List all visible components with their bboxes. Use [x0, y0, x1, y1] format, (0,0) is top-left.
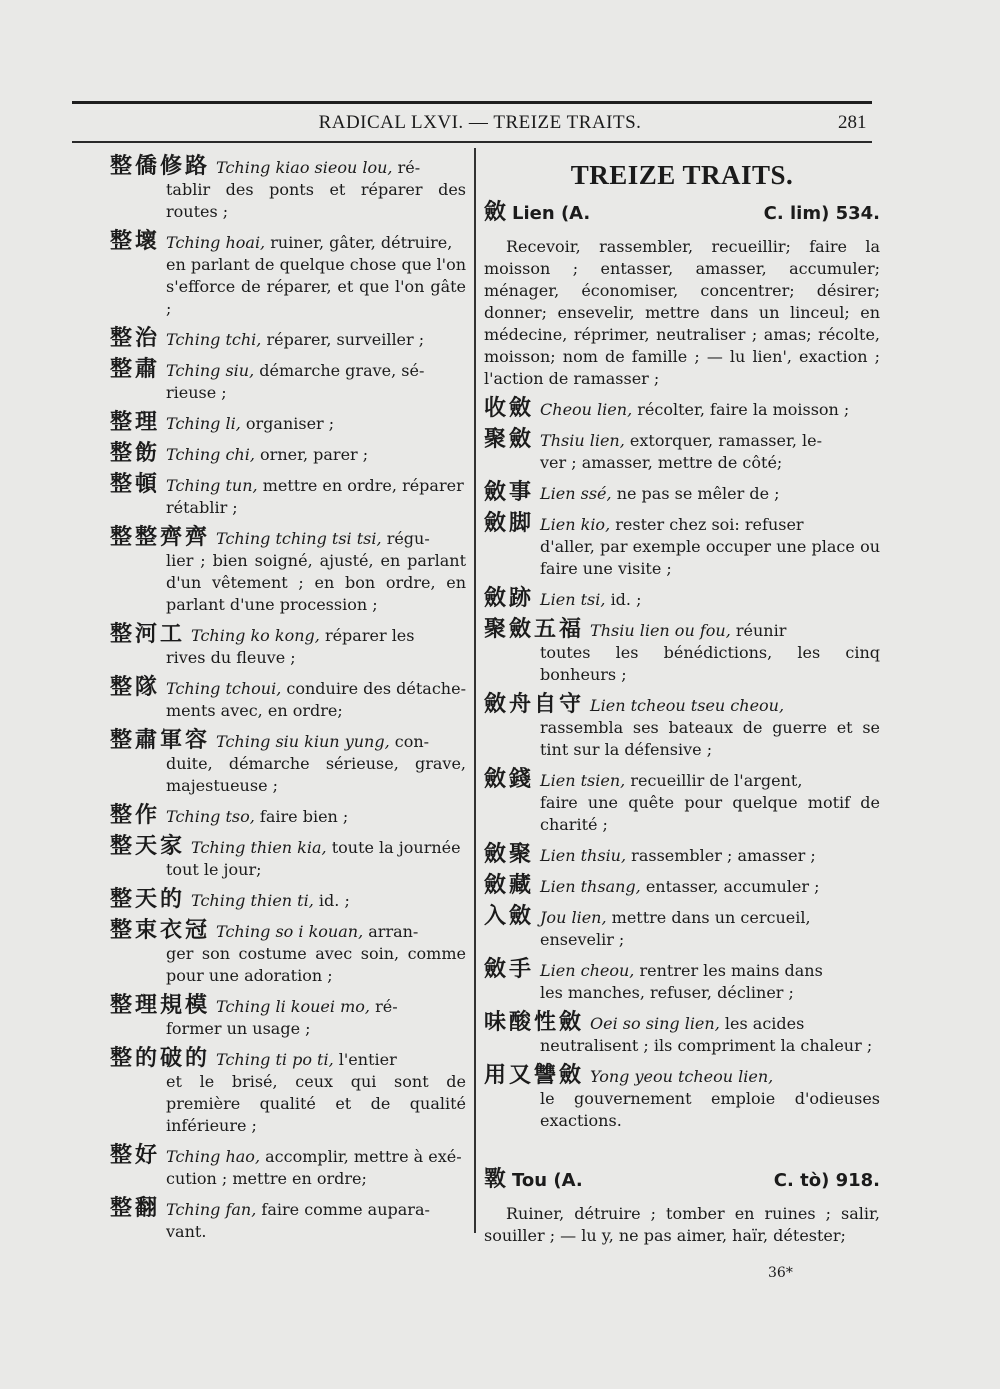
entry-gloss: accomplir, mettre à exé- — [265, 1147, 462, 1166]
dictionary-entry — [110, 527, 466, 616]
dictionary-entry — [110, 889, 466, 912]
entry-chinese: 用又讐斂 — [484, 1063, 585, 1088]
entry-continuation: tablir des ponts et réparer des routes ; — [166, 180, 466, 221]
entry-romanization: Tching li kouei mo, — [216, 997, 370, 1016]
dictionary-entry — [110, 231, 466, 320]
entry-continuation: vant. — [166, 1222, 207, 1241]
entry-romanization: Tching kiao sieou lou, — [216, 158, 393, 177]
entry-gloss: mettre dans un cercueil, — [611, 908, 811, 927]
entry-chinese: 整肅軍容 — [110, 728, 211, 753]
entry-gloss: con- — [394, 732, 430, 751]
entry-chinese: 整治 — [110, 326, 161, 351]
dictionary-entry — [110, 1198, 466, 1243]
header-rule-bottom — [72, 141, 872, 143]
entry-chinese: 斂事 — [484, 480, 535, 505]
entry-chinese: 斂手 — [484, 957, 535, 982]
entry-chinese: 整壞 — [110, 229, 161, 254]
entry-romanization: Tching tching tsi tsi, — [216, 529, 382, 548]
entry-romanization: Lien tsien, — [540, 771, 626, 790]
entry-continuation: et le brisé, ceux qui sont de première qualité et de qualité inférieure ; — [166, 1072, 466, 1135]
entry-chinese: 整理規模 — [110, 993, 211, 1018]
entry-gloss: ré- — [375, 997, 398, 1016]
entry-chinese: 斂藏 — [484, 873, 535, 898]
entry-gloss: orner, parer ; — [260, 445, 369, 464]
entry-gloss: mettre en ordre, réparer — [262, 476, 464, 495]
entry-continuation: former un usage ; — [166, 1019, 311, 1038]
entry-chinese: 整整齊齊 — [110, 525, 211, 550]
entry-chinese: 整好 — [110, 1143, 161, 1168]
entry-chinese: 整翻 — [110, 1196, 161, 1221]
dictionary-entry — [110, 730, 466, 797]
entry-romanization: Tching hao, — [166, 1147, 261, 1166]
entry-chinese: 整束衣冠 — [110, 918, 211, 943]
page-number: 281 — [838, 112, 867, 133]
entry-chinese: 收斂 — [484, 396, 535, 421]
entry-gloss: démarche grave, sé- — [259, 361, 425, 380]
dictionary-entry — [484, 875, 880, 898]
headword-tou — [484, 1162, 880, 1193]
section-title: TREIZE TRAITS. — [570, 160, 794, 190]
right-entries — [484, 398, 880, 1132]
entry-chinese: 整頓 — [110, 472, 161, 497]
entry-romanization: Tching ko kong, — [191, 626, 320, 645]
entry-romanization: Lien kio, — [540, 515, 611, 534]
entry-romanization: Thsiu lien, — [540, 431, 625, 450]
entry-romanization: Tching thien ti, — [191, 891, 314, 910]
dictionary-entry — [110, 995, 466, 1040]
entry-chinese: 整河工 — [110, 622, 186, 647]
entry-chinese: 斂聚 — [484, 842, 535, 867]
dictionary-entry — [110, 920, 466, 987]
dictionary-entry — [484, 482, 880, 505]
entry-romanization: Lien thsang, — [540, 877, 641, 896]
entry-romanization: Tching thien kia, — [191, 838, 327, 857]
entry-gloss: faire comme auparа- — [261, 1200, 430, 1219]
entry-chinese: 整隊 — [110, 675, 161, 700]
dictionary-entry — [484, 588, 880, 611]
entry-continuation: rives du fleuve ; — [166, 648, 296, 667]
dictionary-entry — [484, 429, 880, 474]
entry-romanization: Tching ti po ti, — [216, 1050, 334, 1069]
running-header: RADICAL LXVI. — TREIZE TRAITS. — [318, 112, 642, 133]
entry-romanization: Tching tso, — [166, 807, 255, 826]
entry-continuation: les manches, refuser, décliner ; — [540, 983, 794, 1002]
entry-gloss: arran- — [368, 922, 419, 941]
dictionary-entry — [484, 398, 880, 421]
entry-gloss: régu- — [386, 529, 430, 548]
entry-continuation: duite, démarche sérieuse, grave, majestueuse ; — [166, 754, 466, 795]
entry-romanization: Tching chi, — [166, 445, 255, 464]
entry-continuation: en parlant de quelque chose que l'on s'efforce de réparer, et que l'on gâte ; — [166, 255, 467, 318]
dictionary-entry — [484, 1012, 880, 1057]
entry-romanization: Tching li, — [166, 414, 241, 433]
entry-continuation: le gouvernement emploie d'odieuses exactions. — [540, 1089, 880, 1130]
entry-continuation: tout le jour; — [166, 860, 262, 879]
entry-continuation: ensevelir ; — [540, 930, 625, 949]
entry-romanization: Tching tun, — [166, 476, 258, 495]
entry-romanization: Tching siu, — [166, 361, 255, 380]
entry-chinese: 整的破的 — [110, 1046, 211, 1071]
entry-romanization: Lien cheou, — [540, 961, 635, 980]
entry-continuation: rassembla ses bateaux de guerre et se tint sur la défensive ; — [540, 718, 880, 759]
entry-romanization: Tching tchoui, — [166, 679, 282, 698]
entry-continuation: ments avec, en ordre; — [166, 701, 343, 720]
entry-gloss: organiser ; — [245, 414, 335, 433]
entry-continuation: rieuse ; — [166, 383, 227, 402]
dictionary-entry — [484, 906, 880, 951]
entry-chinese: 斂跡 — [484, 586, 535, 611]
dictionary-entry — [484, 513, 880, 580]
headword-name: Lien (A. — [512, 203, 591, 224]
dictionary-entry — [110, 1145, 466, 1190]
entry-continuation: d'aller, par exemple occuper une place ou faire une visite ; — [540, 537, 880, 578]
entry-continuation: faire une quête pour quelque motif de charité ; — [540, 793, 880, 834]
dictionary-entry — [484, 619, 880, 686]
dictionary-entry — [110, 836, 466, 881]
headword-definition: Ruiner, détruire ; tomber en ruines ; salir, souiller ; — lu y, ne pas aimer, haïr, détester; — [484, 1204, 880, 1245]
dictionary-entry — [110, 805, 466, 828]
dictionary-entry — [110, 624, 466, 669]
dictionary-entry — [484, 769, 880, 836]
entry-chinese: 味酸性斂 — [484, 1010, 585, 1035]
headword-code: C. tò) 918. — [773, 1170, 880, 1191]
entry-gloss: id. ; — [610, 590, 642, 609]
signature-mark: 36* — [768, 1265, 793, 1281]
entry-continuation: ger son costume avec soin, comme pour une adoration ; — [166, 944, 466, 985]
entry-romanization: Tching fan, — [166, 1200, 257, 1219]
entry-chinese: 斂脚 — [484, 511, 535, 536]
entry-gloss: rester chez soi: refuser — [615, 515, 804, 534]
entry-continuation: neutralisent ; ils compriment la chaleur ; — [540, 1036, 873, 1055]
entry-continuation: rétablir ; — [166, 498, 238, 517]
entry-gloss: réparer les — [324, 626, 415, 645]
dictionary-entry — [484, 959, 880, 1004]
entry-romanization: Lien ssé, — [540, 484, 612, 503]
left-column — [110, 156, 466, 1251]
column-divider — [474, 148, 476, 1233]
entry-chinese: 整飭 — [110, 441, 161, 466]
entry-gloss: ruiner, gâter, détruire, — [270, 233, 453, 252]
entry-romanization: Lien tsi, — [540, 590, 606, 609]
entry-chinese: 入斂 — [484, 904, 535, 929]
entry-gloss: ne pas se mêler de ; — [616, 484, 780, 503]
entry-chinese: 整理 — [110, 410, 161, 435]
entry-chinese: 聚斂 — [484, 427, 535, 452]
entry-chinese: 整作 — [110, 803, 161, 828]
entry-gloss: extorquer, ramasser, le- — [629, 431, 823, 450]
entry-romanization: Lien thsiu, — [540, 846, 627, 865]
entry-gloss: récolter, faire la moisson ; — [637, 400, 850, 419]
entry-romanization: Tching hoai, — [166, 233, 266, 252]
dictionary-entry — [110, 328, 466, 351]
entry-romanization: Yong yeou tcheou lien, — [590, 1067, 774, 1086]
dictionary-entry — [110, 443, 466, 466]
entry-gloss: rassembler ; amasser ; — [631, 846, 816, 865]
entry-gloss: les acides — [724, 1014, 805, 1033]
headword-lien — [484, 195, 880, 226]
dictionary-entry — [110, 359, 466, 404]
entry-romanization: Jou lien, — [540, 908, 607, 927]
entry-romanization: Tching siu kiun yung, — [216, 732, 390, 751]
entry-gloss: conduire des détache- — [286, 679, 466, 698]
dictionary-entry — [110, 474, 466, 519]
entry-romanization: Tching so i kouan, — [216, 922, 364, 941]
entry-continuation: ver ; amasser, mettre de côté; — [540, 453, 783, 472]
entry-gloss: l'entier — [338, 1050, 397, 1069]
entry-gloss: réparer, surveiller ; — [266, 330, 425, 349]
entry-chinese: 聚斂五福 — [484, 617, 585, 642]
entry-chinese: 整僑修路 — [110, 154, 211, 179]
dictionary-entry — [484, 1065, 880, 1132]
dictionary-entry — [484, 844, 880, 867]
entry-continuation: lier ; bien soigné, ajusté, en parlant d'un vêtement ; en bon ordre, en parlant d'une procession ; — [166, 551, 466, 614]
entry-chinese: 整天家 — [110, 834, 186, 859]
entry-chinese: 斂錢 — [484, 767, 535, 792]
entry-gloss: recueillir de l'argent, — [630, 771, 803, 790]
dictionary-entry — [484, 694, 880, 761]
entry-gloss: réunir — [735, 621, 787, 640]
dictionary-entry — [110, 156, 466, 223]
entry-romanization: Oei so sing lien, — [590, 1014, 720, 1033]
entry-chinese: 整肅 — [110, 357, 161, 382]
headword-code: C. lim) 534. — [763, 203, 880, 224]
entry-chinese: 斂舟自守 — [484, 692, 585, 717]
dictionary-entry — [110, 1048, 466, 1137]
header-rule-top — [72, 101, 872, 104]
entry-gloss: faire bien ; — [259, 807, 349, 826]
entry-continuation: cution ; mettre en ordre; — [166, 1169, 367, 1188]
entry-gloss: toute la journée — [331, 838, 461, 857]
entry-gloss: ré- — [397, 158, 421, 177]
headword-char: 斂 — [484, 200, 507, 225]
entry-gloss: entasser, accumuler ; — [645, 877, 820, 896]
headword-definition: Recevoir, rassembler, recueillir; faire la moisson ; entasser, amasser, accumuler; ménager, économiser, concentrer; désirer; donner; ensevelir, mettre dans un linceul; en médecine, réprimer, neutraliser ; amas; récolte, moisson; nom de famille ; — lu lien', exaction ; l'action de ramasser ; — [484, 237, 880, 388]
dictionary-entry — [110, 677, 466, 722]
dictionary-entry — [110, 412, 466, 435]
headword-char: 斁 — [484, 1167, 507, 1192]
entry-romanization: Lien tcheou tseu cheou, — [590, 696, 785, 715]
entry-chinese: 整天的 — [110, 887, 186, 912]
right-column — [484, 160, 880, 1255]
headword-name: Tou (A. — [512, 1170, 583, 1191]
entry-romanization: Tching tchi, — [166, 330, 262, 349]
entry-continuation: toutes les bénédictions, les cinq bonheurs ; — [540, 643, 880, 684]
entry-gloss: rentrer les mains dans — [639, 961, 823, 980]
entry-romanization: Cheou lien, — [540, 400, 633, 419]
entry-gloss: id. ; — [318, 891, 350, 910]
entry-romanization: Thsiu lien ou fou, — [590, 621, 731, 640]
